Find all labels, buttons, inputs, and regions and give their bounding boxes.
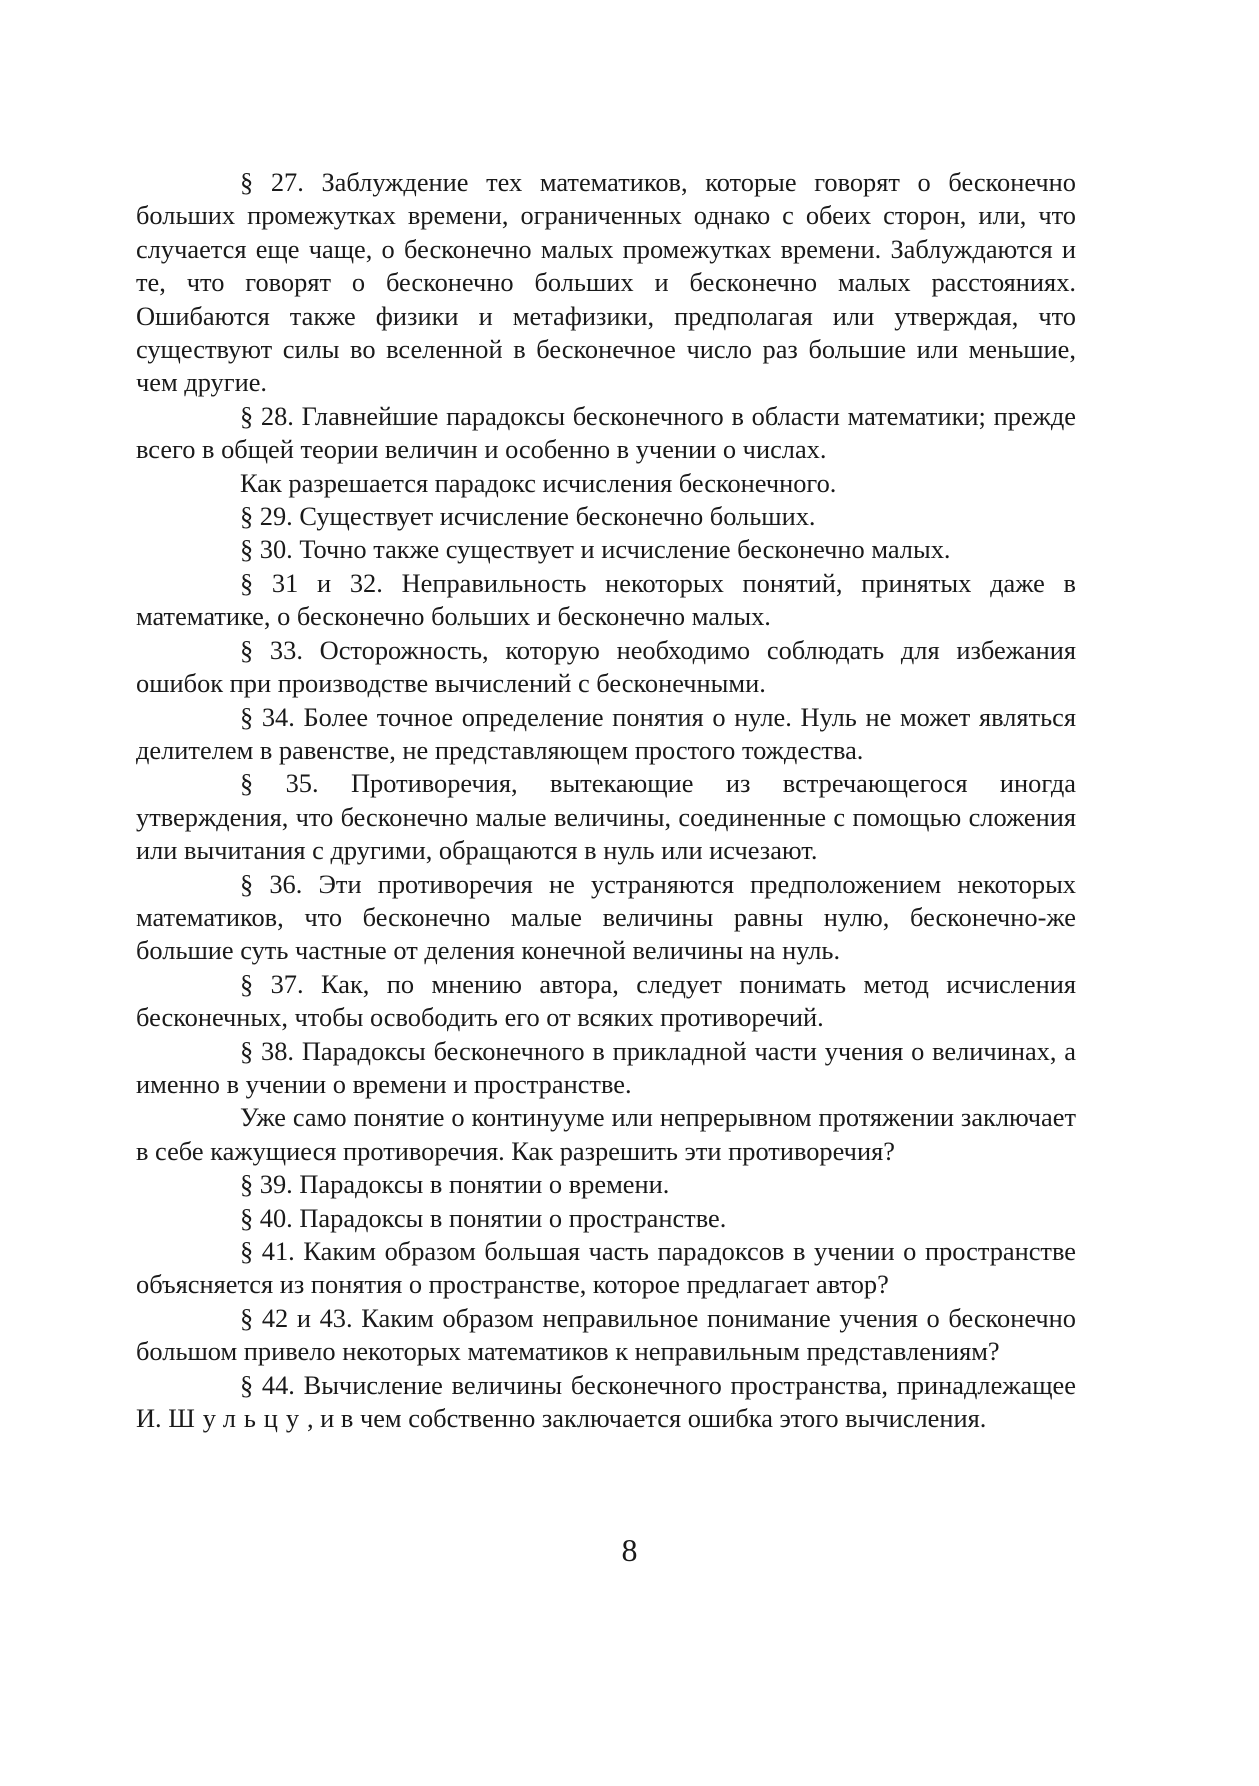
paragraph-35: § 35. Противоречия, вытекающие из встречающегося иногда утверждения, что бесконечно малые величины, соединенные с помощью сложения или вычитания с другими, обращаются в нуль или исчезают.: [136, 768, 1076, 866]
paragraph-33: § 33. Осторожность, которую необходимо соблюдать для избежания ошибок при производстве вычислений с бесконечными.: [136, 634, 1076, 699]
page-body: [136, 166, 1076, 1435]
paragraph-40: § 40. Парадоксы в понятии о пространстве.: [240, 1202, 727, 1233]
schultz-name: Шульцу: [168, 1403, 307, 1434]
paragraph-29: § 29. Существует исчисление бесконечно больших.: [240, 501, 816, 532]
paragraph-34: § 34. Более точное определение понятия о нуле. Нуль не может являться делителем в равенстве, не представляющем простого тождества.: [136, 701, 1076, 765]
paragraph-44: [136, 1369, 1076, 1436]
paragraph-continuum: Уже само понятие о континууме или непрерывном протяжении заключает в себе кажущиеся противоречия. Как разрешить эти противоречия?: [136, 1102, 1076, 1166]
paragraph-28: § 28. Главнейшие парадоксы бесконечного в области математики; прежде всего в общей теории величин и особенно в учении о числах.: [136, 400, 1076, 465]
paragraph-38: § 38. Парадоксы бесконечного в прикладной части учения о величинах, а именно в учении о времени и пространстве.: [136, 1035, 1076, 1099]
paragraph-36: § 36. Эти противоречия не устраняются предположением некоторых математиков, что бесконечно малые величины равны нулю, бесконечно-же большие суть частные от деления конечной величины на нуль.: [136, 868, 1076, 966]
paragraph-42-43: § 42 и 43. Каким образом неправильное понимание учения о бесконечно большом привело некоторых математиков к неправильным представлениям?: [136, 1302, 1076, 1367]
paragraph-31-32: § 31 и 32. Неправильность некоторых понятий, принятых даже в математике, о бесконечно больших и бесконечно малых.: [136, 567, 1076, 632]
paragraph-calculus-paradox: Как разрешается парадокс исчисления бесконечного.: [240, 467, 837, 498]
paragraph-41: § 41. Каким образом большая часть парадоксов в учении о пространстве объясняется из понятия о пространстве, которое предлагает автор?: [136, 1236, 1076, 1300]
paragraph-44-start: § 44. Вычисление величины бесконечного пространства, принадлежащее И.: [136, 1369, 1076, 1434]
page-number: 8: [621, 1532, 638, 1568]
paragraph-39: § 39. Парадоксы в понятии о времени.: [240, 1169, 670, 1200]
paragraph-37: § 37. Как, по мнению автора, следует понимать метод исчисления бесконечных, чтобы освободить его от всяких противоречий.: [136, 968, 1076, 1033]
paragraph-44-end: , и в чем собственно заключается ошибка этого вычисления.: [306, 1403, 987, 1434]
paragraph-30: § 30. Точно также существует и исчисление бесконечно малых.: [240, 534, 951, 565]
paragraph-27: § 27. Заблуждение тех математиков, которые говорят о бесконечно больших промежутках времени, ограниченных однако с обеих сторон, или, что случается еще чаще, о бесконечно малых промежутках времени. Заблуждаются и те, что говорят о бесконечно больших и бесконечно малых расстояниях. Ошибаются также физики и метафизики, предполагая или утверждая, что существуют силы во вселенной в бесконечное число раз большие или меньшие, чем другие.: [136, 167, 1076, 398]
